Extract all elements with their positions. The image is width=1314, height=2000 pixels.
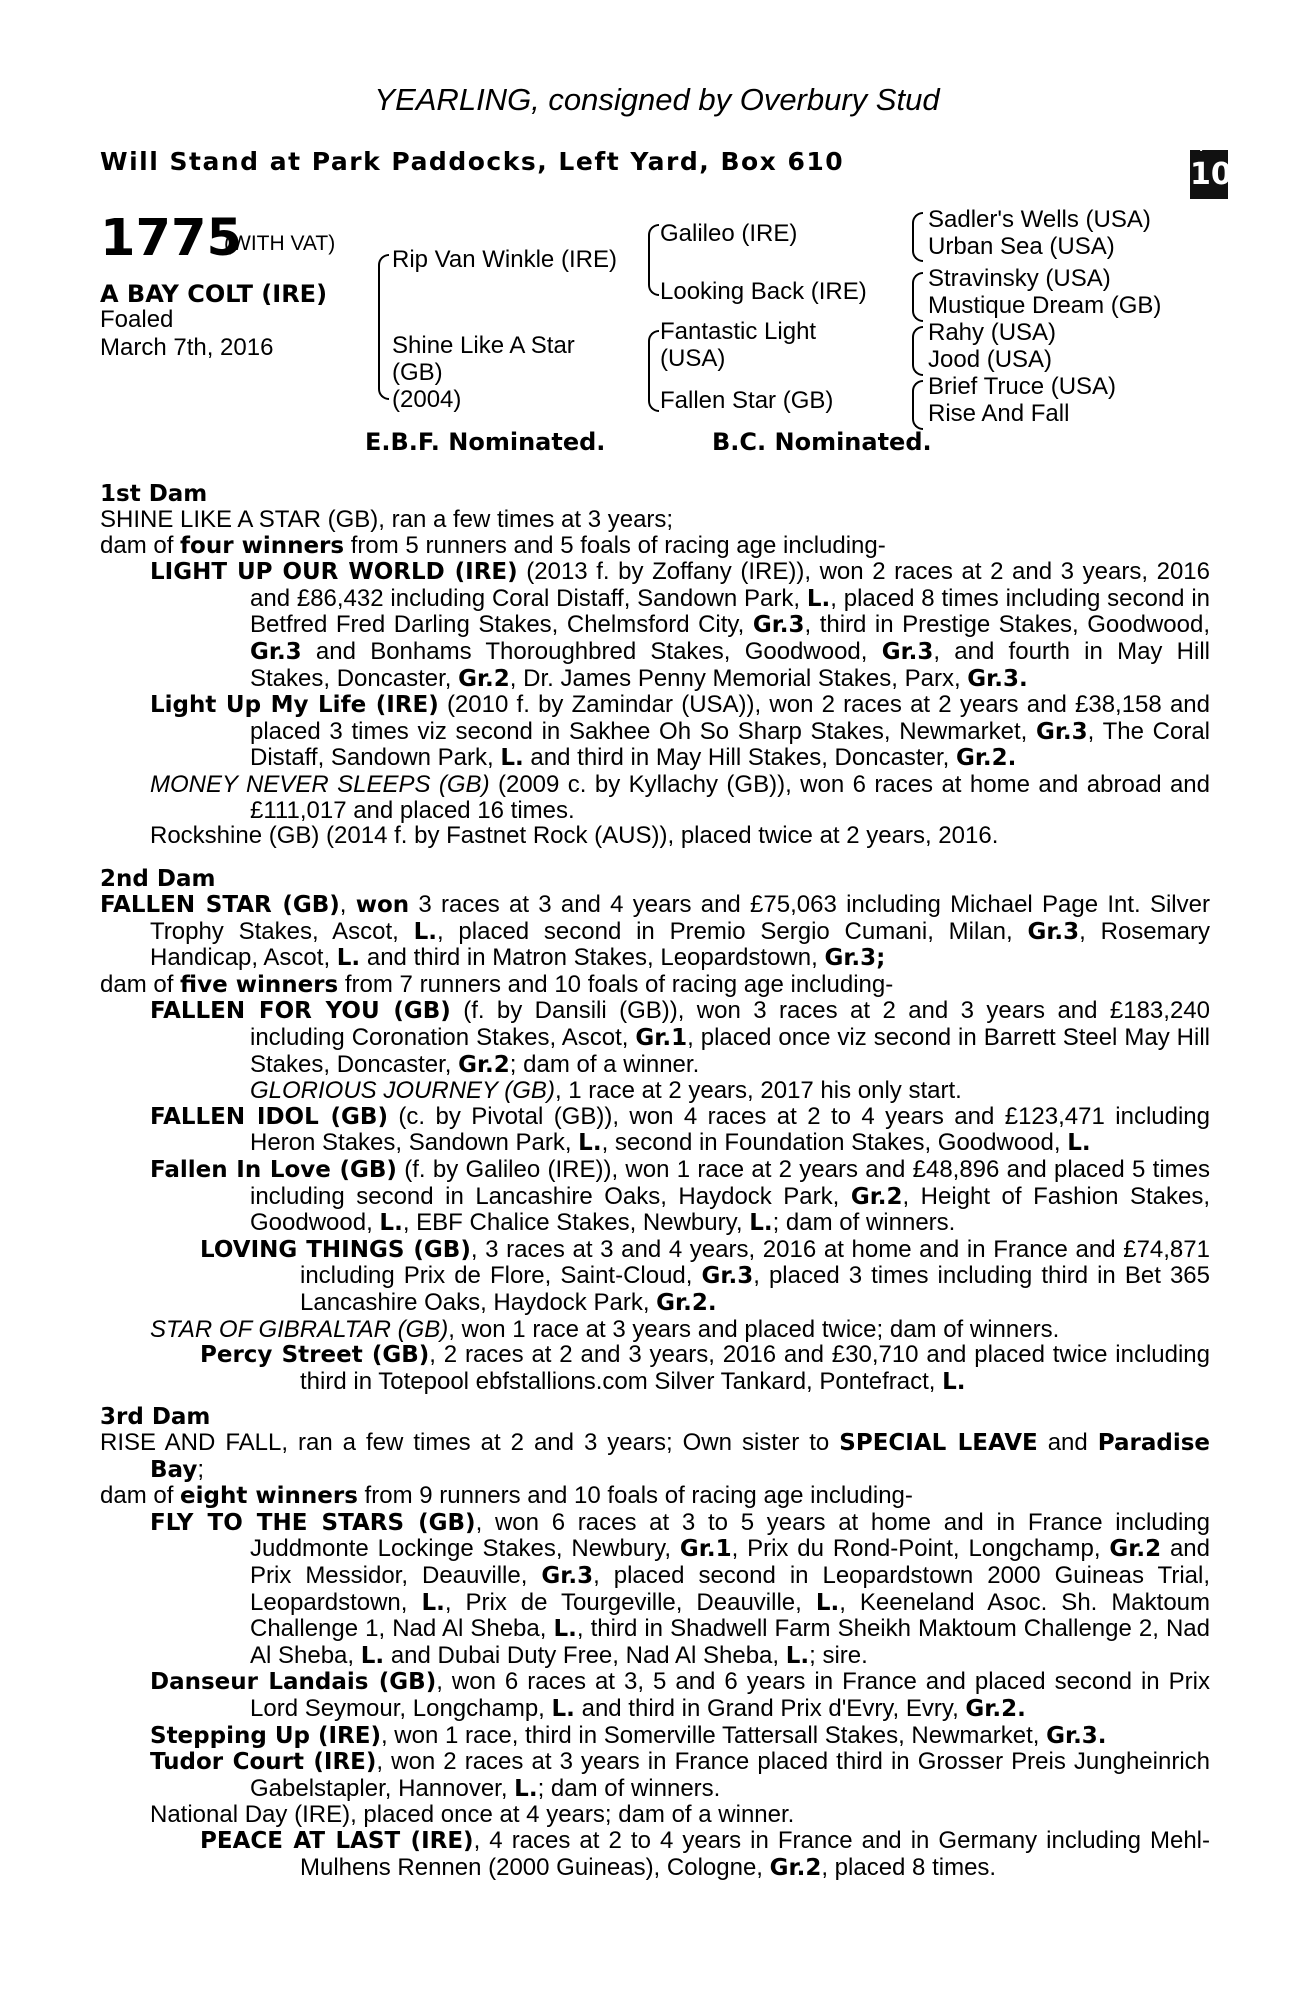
lot-number: 1775 [100,209,242,268]
produce-entry: FLY TO THE STARS (GB), won 6 races at 3 to 5 years at home and in France including Juddmonte Lockinge Stakes, Newbury, Gr.1, Prix du Rond-Point, Longchamp, Gr.2 and Prix Messidor, Deauville, Gr.3, placed second in Leopardstown 2000 Guineas Trial, Leopardstown, L., Prix de Tourgeville, Deauville, L., Keeneland Asoc. Sh. Maktoum Challenge 1, Nad Al Sheba, L., third in Shadwell Farm Sheikh Maktoum Challenge 2, Nad Al Sheba, L. and Dubai Duty Free, Nad Al Sheba, L.; sire. [150,1508,1211,1669]
pedigree-dam-l1: Shine Like A Star [392,332,575,359]
pedigree-dsd: Jood (USA) [928,346,1053,373]
pedigree-sire: Rip Van Winkle (IRE) [392,246,617,273]
brace-g3-3 [912,326,923,376]
vat-note: (WITH VAT) [224,232,336,255]
produce-entry: Tudor Court (IRE), won 2 races at 3 years in France placed third in Grosser Preis Jungheinrich Gabelstapler, Hannover, L.; dam of winners. [150,1748,1210,1802]
pedigree-dam-l3: (2004) [392,386,462,413]
third-dam-record: RISE AND FALL, ran a few times at 2 and 3 years; Own sister to SPECIAL LEAVE and Paradise Bay; [100,1429,1210,1483]
produce-entry: Stepping Up (IRE), won 1 race, third in Somerville Tattersall Stakes, Newmarket, Gr.3. [150,1721,1107,1749]
brace-g3-4 [912,380,923,430]
foaled-info [100,306,273,362]
pedigree-dam-sire-l2: (USA) [660,345,726,372]
produce-entry: National Day (IRE), placed once at 4 years; dam of a winner. [150,1801,795,1829]
produce-entry: FALLEN FOR YOU (GB) (f. by Dansili (GB)), won 3 races at 2 and 3 years and £183,240 including Coronation Stakes, Ascot, Gr.1, placed once viz second in Barrett Steel May Hill Stakes, Doncaster, Gr.2; dam of a winner. [150,997,1210,1078]
produce-entry: Fallen In Love (GB) (f. by Galileo (IRE)), won 1 race at 2 years and £48,896 and placed 5 times including second in Lancashire Oaks, Haydock Park, Gr.2, Height of Fashion Stakes, Goodwood, L., EBF Chalice Stakes, Newbury, L.; dam of winners. [150,1155,1210,1237]
pedigree-dds: Brief Truce (USA) [928,373,1117,400]
pedigree-dam-l2: (GB) [392,359,443,386]
pedigree-sss: Sadler's Wells (USA) [928,206,1151,233]
badge-plus: + [1194,136,1209,156]
pedigree-sire-dam: Looking Back (IRE) [660,278,867,305]
lot-badge [1190,136,1232,199]
stand-location: Will Stand at Park Paddocks, Left Yard, Box 610 [100,147,845,176]
third-dam-produce-intro: dam of eight winners from 9 runners and 10 foals of racing age including- [100,1482,913,1510]
pedigree-dam-dam: Fallen Star (GB) [660,387,834,414]
brace-sire-parents [648,224,659,296]
second-dam-heading: 2nd Dam [100,866,216,892]
second-dam-section [100,866,1210,1395]
produce-entry: MONEY NEVER SLEEPS (GB) (2009 c. by Kyllachy (GB)), won 6 races at home and abroad and £111,017 and placed 16 times. [150,770,1210,824]
horse-description: A BAY COLT (IRE) [100,280,328,308]
brace-dam-parents [648,330,659,412]
produce-entry: GLORIOUS JOURNEY (GB), 1 race at 2 years, 2017 his only start. [250,1077,962,1105]
pedigree-sire-sire: Galileo (IRE) [660,220,798,247]
produce-entry: LOVING THINGS (GB), 3 races at 3 and 4 years, 2016 at home and in France and £74,871 including Prix de Flore, Saint-Cloud, Gr.3, placed 3 times including third in Bet 365 Lancashire Oaks, Haydock Park, Gr.2. [200,1235,1210,1316]
third-dam-heading: 3rd Dam [100,1404,211,1430]
badge-number: 10 [1190,157,1232,192]
brace-g3-2 [912,272,923,322]
produce-entry: FALLEN IDOL (GB) (c. by Pivotal (GB)), won 4 races at 2 to 4 years and £123,471 including Heron Stakes, Sandown Park, L., second in Foundation Stakes, Goodwood, L. [150,1102,1210,1157]
produce-entry: Percy Street (GB), 2 races at 2 and 3 years, 2016 and £30,710 and placed twice including third in Totepool ebfstallions.com Silver Tankard, Pontefract, L. [200,1341,1210,1395]
produce-entry: Danseur Landais (GB), won 6 races at 3, 5 and 6 years in France and placed second in Prix Lord Seymour, Longchamp, L. and third in Grand Prix d'Evry, Evry, Gr.2. [150,1668,1210,1722]
brace-sire-dam [378,254,389,400]
foaled-date: March 7th, 2016 [100,334,274,361]
pedigree-dam [392,332,575,413]
produce-entry: Rockshine (GB) (2014 f. by Fastnet Rock (AUS)), placed twice at 2 years, 2016. [150,822,999,850]
pedigree-dss: Rahy (USA) [928,319,1057,346]
produce-entry: LIGHT UP OUR WORLD (IRE) (2013 f. by Zoffany (IRE)), won 2 races at 2 and 3 years, 2016 and £86,432 including Coral Distaff, Sandown Park, L., placed 8 times including second in Betfred Fred Darling Stakes, Chelmsford City, Gr.3, third in Prestige Stakes, Goodwood, Gr.3 and Bonhams Thoroughbred Stakes, Goodwood, Gr.3, and fourth in May Hill Stakes, Doncaster, Gr.2, Dr. James Penny Memorial Stakes, Parx, Gr.3. [150,558,1211,692]
first-dam-intro: SHINE LIKE A STAR (GB), ran a few times at 3 years; [100,506,674,533]
pedigree-sdd: Mustique Dream (GB) [928,292,1162,319]
second-dam-record: FALLEN STAR (GB), won 3 races at 3 and 4 years and £75,063 including Michael Page Int. Silver Trophy Stakes, Ascot, L., placed second in Premio Sergio Cumani, Milan, Gr.3, Rosemary Handicap, Ascot, L. and third in Matron Stakes, Leopardstown, Gr.3; [100,891,1210,972]
consignment-line: YEARLING, consigned by Overbury Stud [374,82,940,117]
first-dam-produce-intro: dam of four winners from 5 runners and 5 foals of racing age including- [100,531,886,559]
second-dam-produce-intro: dam of five winners from 7 runners and 10 foals of racing age including- [100,970,894,998]
pedigree-sds: Stravinsky (USA) [928,265,1111,292]
foaled-label: Foaled [100,306,174,333]
pedigree-dam-sire [660,318,816,372]
produce-entry: PEACE AT LAST (IRE), 4 races at 2 to 4 years in France and in Germany including Mehl-Mulhens Rennen (2000 Guineas), Cologne, Gr.2, placed 8 times. [200,1826,1210,1881]
third-dam-section [100,1404,1210,1881]
ebf-nominated: E.B.F. Nominated. [365,428,606,456]
brace-g3-1 [912,212,923,262]
pedigree-dam-sire-l1: Fantastic Light [660,318,817,345]
first-dam-section [100,481,1210,849]
pedigree-ssd: Urban Sea (USA) [928,233,1115,260]
bc-nominated: B.C. Nominated. [712,428,932,456]
produce-entry: STAR OF GIBRALTAR (GB), won 1 race at 3 years and placed twice; dam of winners. [150,1315,1060,1343]
pedigree-ddd: Rise And Fall [928,400,1070,427]
first-dam-heading: 1st Dam [100,481,208,507]
produce-entry: Light Up My Life (IRE) (2010 f. by Zamindar (USA)), won 2 races at 2 years and £38,158 and placed 3 times viz second in Sakhee Oh So Sharp Stakes, Newmarket, Gr.3, The Coral Distaff, Sandown Park, L. and third in May Hill Stakes, Doncaster, Gr.2. [150,691,1210,772]
